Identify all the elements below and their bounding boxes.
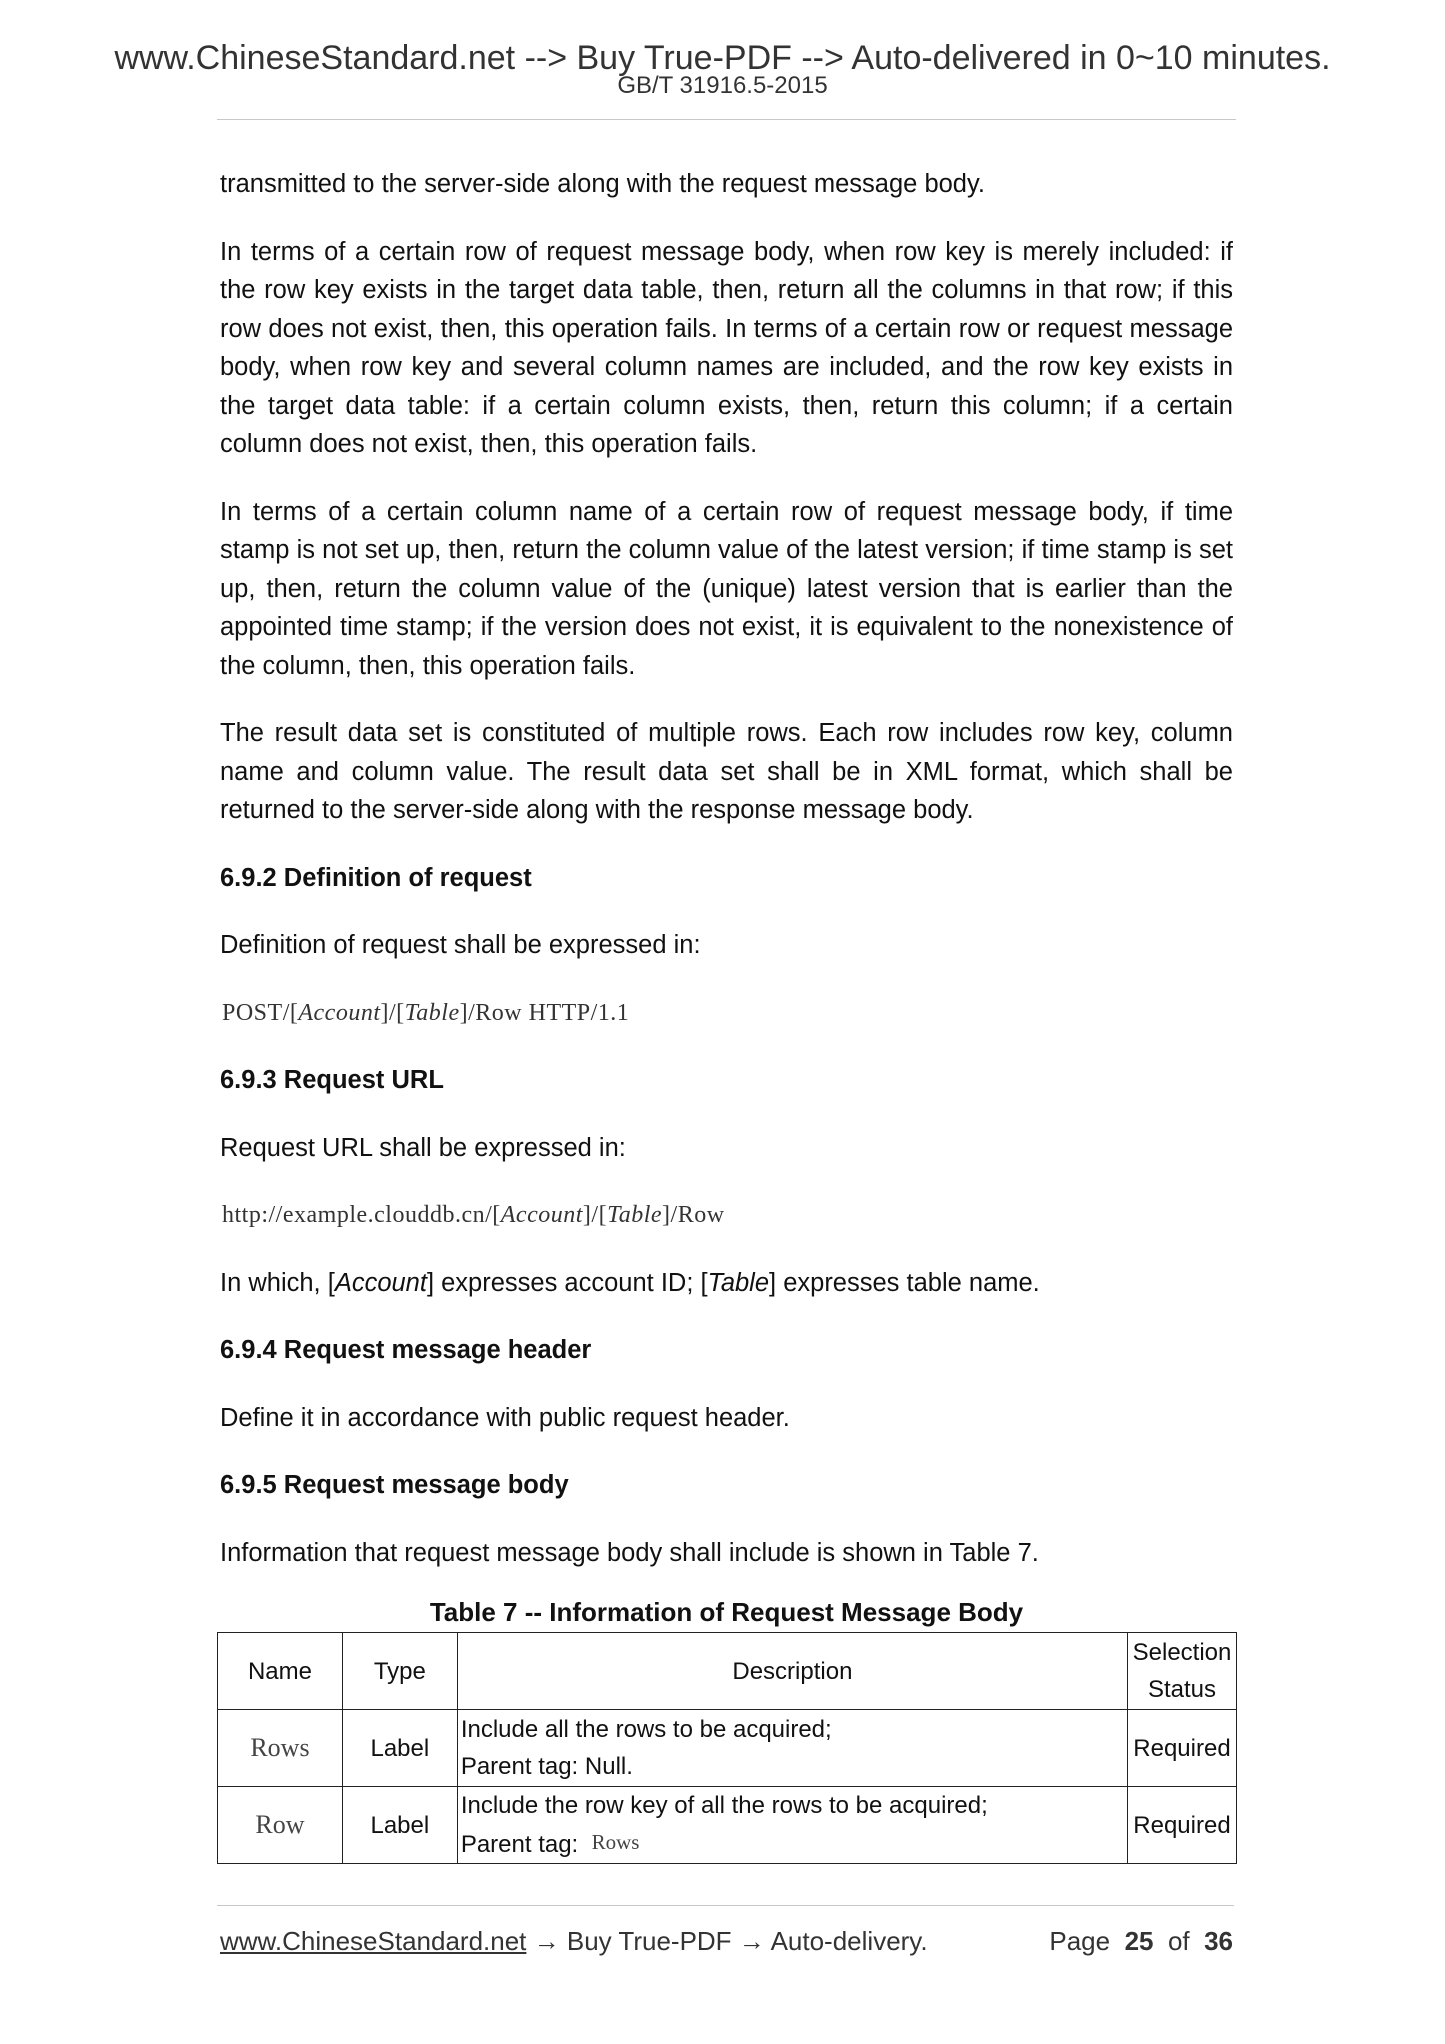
table-title: Table 7 -- Information of Request Message Body (429, 1597, 1024, 1627)
row-desc-parent: Parent tag: (460, 1831, 579, 1858)
request-body-table (217, 1632, 1237, 1864)
row-desc-line1: Include the row key of all the rows to be acquired; (460, 1792, 988, 1819)
request-url-code (222, 1196, 1233, 1235)
code-prefix: POST/[ (222, 999, 299, 1026)
table-header-row (218, 1633, 1237, 1710)
row-description (457, 1787, 1127, 1864)
heading-6-9-2: 6.9.2 Definition of request (220, 863, 532, 892)
in-which-c: ] expresses table name. (769, 1268, 1040, 1297)
url-mid: ]/[ (582, 1202, 608, 1228)
header-status: Status (1147, 1676, 1217, 1703)
code-account: Account (298, 999, 381, 1026)
paragraph-in-which (220, 1264, 1233, 1303)
url-prefix: http://example.clouddb.cn/[ (222, 1202, 501, 1228)
url-account: Account (500, 1202, 583, 1228)
paragraph-4: The result data set is constituted of multiple rows. Each row includes row key, column name and column value. The result data set shall be in XML format, which shall be returned to the server-side along with the response message body. (220, 719, 1233, 824)
in-which-account: Account (334, 1268, 427, 1297)
heading-6-9-3: 6.9.3 Request URL (220, 1066, 444, 1094)
header-type: Type (342, 1633, 457, 1710)
footer-divider (217, 1905, 1234, 1906)
heading-6-9-5: 6.9.5 Request message body (220, 1471, 569, 1499)
page-label: Page (1049, 1926, 1111, 1956)
url-suffix: ]/Row (662, 1202, 725, 1228)
code-table: Table (404, 999, 460, 1026)
paragraph-3: In terms of a certain column name of a certain row of request message body, if time stamp is not set up, then, return the column value of the latest version; if time stamp is set up, then, return the column value of the (unique) latest version that is earlier than the appointed time stamp; if the version does not exist, it is equivalent to the nonexistence of the column, then, this operation fails. (220, 497, 1233, 680)
paragraph-definition: Definition of request shall be expressed in: (220, 931, 701, 959)
row-desc-parent: Parent tag: Null. (460, 1753, 633, 1780)
row-type: Label (342, 1787, 457, 1864)
code-suffix: ]/Row HTTP/1.1 (459, 999, 630, 1026)
url-table: Table (607, 1202, 663, 1228)
page-footer (220, 1924, 1233, 1958)
top-banner: www.ChineseStandard.net --> Buy True-PDF --> Auto-delivered in 0~10 minutes. (114, 39, 1331, 77)
row-name: Row (255, 1810, 305, 1839)
in-which-a: In which, [ (220, 1268, 335, 1297)
paragraph-request-url: Request URL shall be expressed in: (220, 1133, 626, 1162)
row-desc-line2 (458, 1824, 1127, 1863)
paragraph-header: Define it in accordance with public request header. (220, 1403, 790, 1432)
page-total: 36 (1204, 1926, 1233, 1956)
row-desc-parent-tag: Rows (591, 1830, 640, 1854)
row-status: Required (1127, 1710, 1236, 1787)
row-desc-line1: Include all the rows to be acquired; (460, 1716, 832, 1743)
row-name-cell (218, 1787, 343, 1864)
row-description (457, 1710, 1127, 1787)
footer-link[interactable]: www.ChineseStandard.net (220, 1926, 527, 1956)
header-selection: Selection (1132, 1639, 1232, 1666)
paragraph-body: Information that request message body shall include is shown in Table 7. (220, 1538, 1039, 1567)
row-desc-line2 (458, 1748, 1127, 1785)
row-status: Required (1127, 1787, 1236, 1864)
row-name: Rows (250, 1733, 310, 1762)
footer-text: → Buy True-PDF → Auto-delivery. (526, 1926, 928, 1956)
header-description: Description (457, 1633, 1127, 1710)
header-selection-status (1127, 1633, 1236, 1710)
table-row (218, 1787, 1237, 1864)
heading-6-9-4: 6.9.4 Request message header (220, 1336, 592, 1364)
page-indicator (1049, 1924, 1233, 1958)
code-mid: ]/[ (380, 999, 405, 1026)
page-number: 25 (1124, 1926, 1154, 1956)
table-row (218, 1710, 1237, 1787)
standard-code: GB/T 31916.5-2015 (617, 72, 828, 99)
in-which-table: Table (707, 1268, 770, 1297)
of-label: of (1167, 1926, 1190, 1956)
in-which-b: ] expresses account ID; [ (426, 1268, 708, 1297)
row-type: Label (342, 1710, 457, 1787)
header-divider (217, 119, 1236, 120)
row-name-cell (218, 1710, 343, 1787)
paragraph-2: In terms of a certain row of request message body, when row key is merely included: if the row key exists in the target data table, then, return all the columns in that row; if this row does not exist, then, this operation fails. In terms of a certain row or request message body, when row key and several column names are included, and the row key exists in the target data table: if a certain column exists, then, return this column; if a certain column does not exist, then, this operation fails. (220, 237, 1233, 458)
header-name: Name (218, 1633, 343, 1710)
paragraph-1: transmitted to the server-side along with the request message body. (220, 170, 985, 198)
page-content (220, 165, 1233, 1627)
request-definition-code (222, 994, 1233, 1033)
